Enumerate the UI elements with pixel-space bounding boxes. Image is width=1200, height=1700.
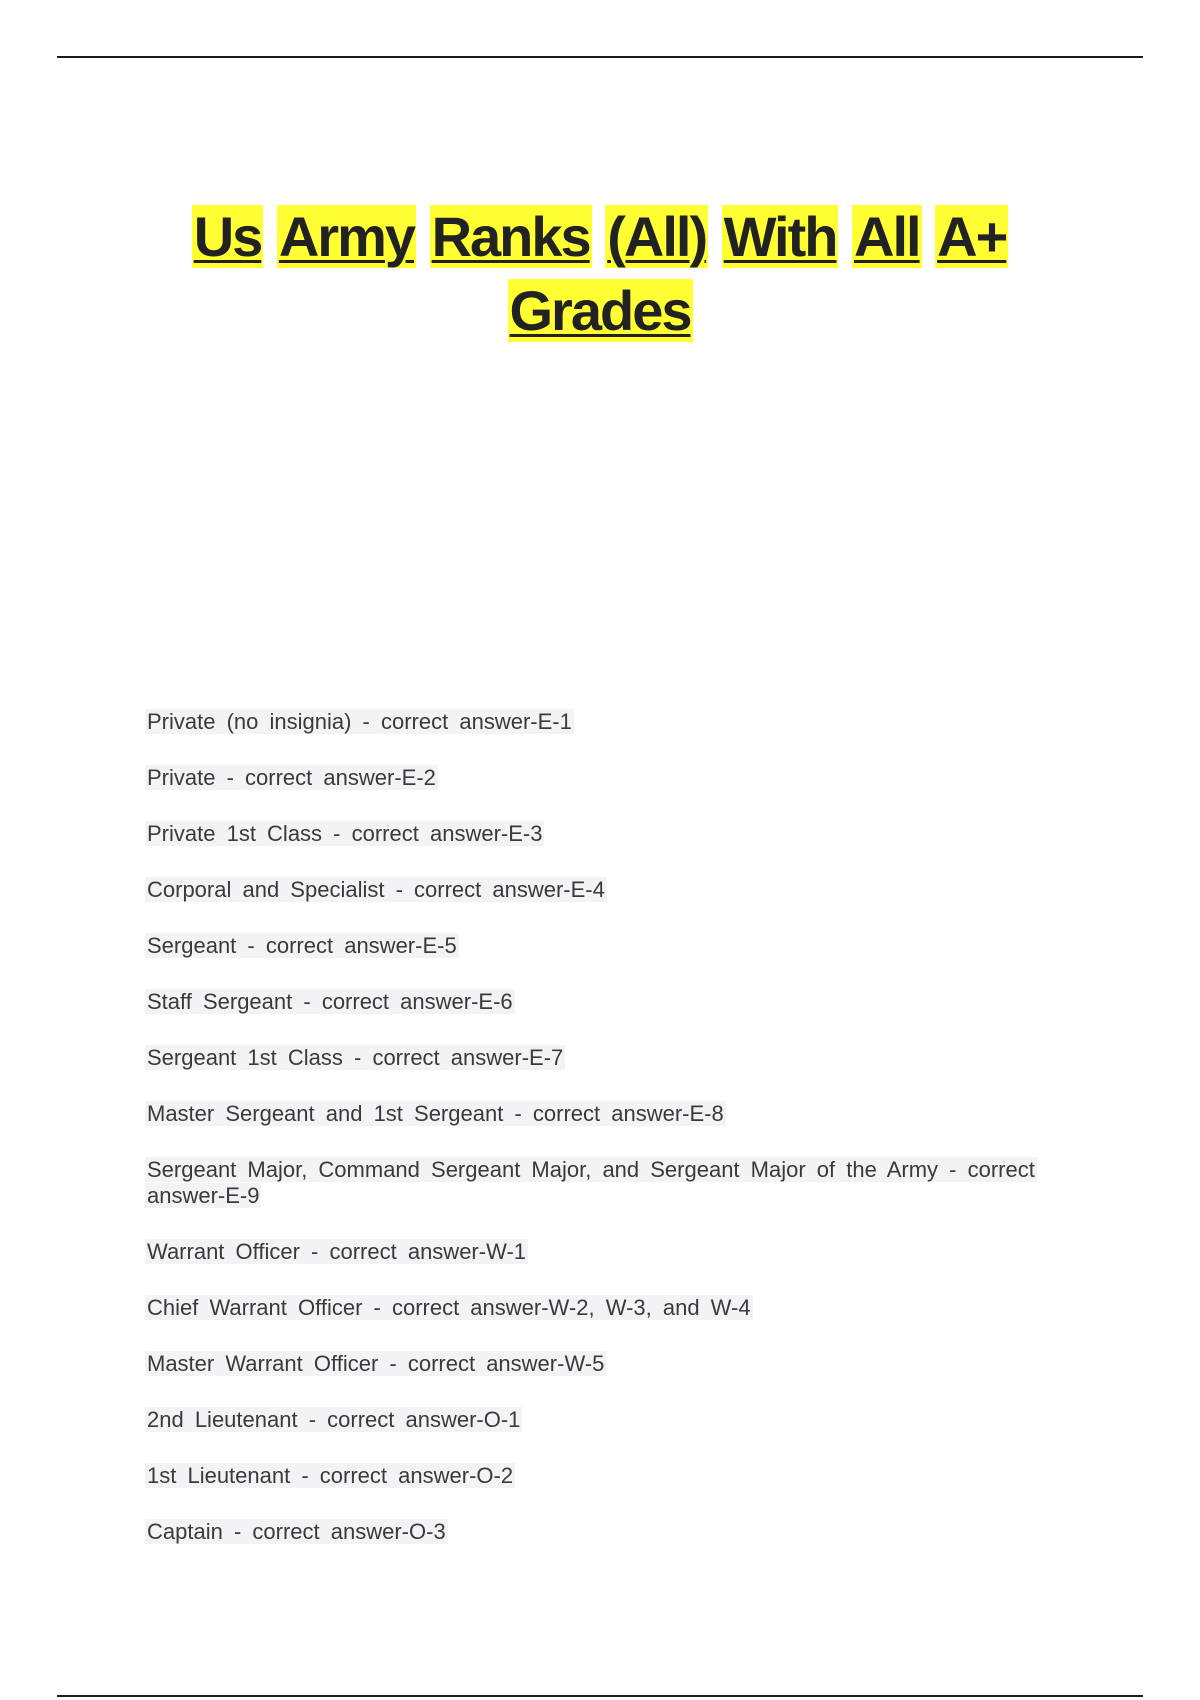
- list-item: [145, 821, 1045, 847]
- item-text: [145, 1101, 726, 1126]
- list-item: [145, 1463, 1045, 1489]
- item-question: 2nd Lieutenant: [147, 1407, 298, 1432]
- title-word: Us: [193, 205, 262, 268]
- item-question: Sergeant: [147, 933, 237, 958]
- list-item: [145, 1407, 1045, 1433]
- item-question: Warrant Officer: [147, 1239, 300, 1264]
- list-item: [145, 1351, 1045, 1377]
- item-text: [145, 1295, 753, 1320]
- item-question: Captain: [147, 1519, 223, 1544]
- title-word: Army: [278, 205, 415, 268]
- item-text: [145, 1157, 1037, 1208]
- item-answer: correct answer-O-1: [327, 1407, 521, 1432]
- item-separator: -: [342, 1045, 373, 1070]
- page-title: [0, 200, 1200, 348]
- item-separator: -: [222, 1519, 253, 1544]
- item-question: Chief Warrant Officer: [147, 1295, 363, 1320]
- footer-rule: [57, 1695, 1143, 1697]
- item-answer: correct answer-E-3: [351, 821, 543, 846]
- item-answer: correct answer-O-3: [252, 1519, 446, 1544]
- item-separator: -: [297, 1407, 328, 1432]
- item-answer: correct answer-E-8: [532, 1101, 724, 1126]
- title-word: (All): [607, 205, 707, 268]
- item-answer: correct answer-E-2: [245, 765, 436, 790]
- item-question: Private (no insignia): [147, 709, 352, 734]
- item-question: Master Sergeant and 1st Sergeant: [147, 1101, 504, 1126]
- list-item: [145, 709, 1045, 735]
- item-separator: -: [378, 1351, 408, 1376]
- item-question: Staff Sergeant: [147, 989, 293, 1014]
- item-question: Sergeant Major, Command Sergeant Major, and Sergeant Major of the Army: [147, 1157, 939, 1182]
- item-answer: correct answer-O-2: [319, 1463, 514, 1488]
- item-text: [145, 1519, 448, 1544]
- list-item: [145, 1157, 1045, 1209]
- item-separator: -: [938, 1157, 968, 1182]
- item-question: Sergeant 1st Class: [147, 1045, 343, 1070]
- list-item: [145, 933, 1045, 959]
- item-answer: correct answer-E-6: [321, 989, 513, 1014]
- item-separator: -: [236, 933, 266, 958]
- item-text: [145, 1239, 528, 1264]
- item-answer: correct answer-E-9: [147, 1157, 1035, 1208]
- list-item: [145, 1101, 1045, 1127]
- item-text: [145, 821, 544, 846]
- item-question: Master Warrant Officer: [147, 1351, 379, 1376]
- list-item: [145, 1519, 1045, 1545]
- list-item: [145, 1295, 1045, 1321]
- item-answer: correct answer-E-4: [414, 877, 605, 902]
- item-separator: -: [292, 989, 322, 1014]
- item-separator: -: [322, 821, 352, 846]
- title-word: Ranks: [431, 205, 590, 268]
- list-item: [145, 765, 1045, 791]
- item-text: [145, 765, 438, 790]
- item-separator: -: [362, 1295, 392, 1320]
- item-text: [145, 1045, 565, 1070]
- item-separator: -: [351, 709, 381, 734]
- title-word: Grades: [509, 279, 691, 342]
- item-separator: -: [503, 1101, 533, 1126]
- item-answer: correct answer-W-5: [407, 1351, 605, 1376]
- title-word: With: [723, 205, 837, 268]
- item-answer: correct answer-E-1: [381, 709, 572, 734]
- item-question: Private: [147, 765, 216, 790]
- qa-list: [145, 709, 1045, 1575]
- item-text: [145, 989, 515, 1014]
- item-separator: -: [215, 765, 246, 790]
- item-answer: correct answer-W-1: [329, 1239, 527, 1264]
- list-item: [145, 877, 1045, 903]
- item-question: Private 1st Class: [147, 821, 323, 846]
- list-item: [145, 989, 1045, 1015]
- item-text: [145, 709, 574, 734]
- item-text: [145, 1463, 515, 1488]
- item-answer: correct answer-E-7: [372, 1045, 564, 1070]
- item-separator: -: [290, 1463, 320, 1488]
- item-answer: correct answer-W-2, W-3, and W-4: [391, 1295, 751, 1320]
- item-question: Corporal and Specialist: [147, 877, 385, 902]
- item-separator: -: [384, 877, 415, 902]
- item-text: [145, 1407, 522, 1432]
- header-rule: [57, 56, 1143, 58]
- item-text: [145, 1351, 606, 1376]
- item-separator: -: [299, 1239, 330, 1264]
- title-word: A+: [937, 205, 1007, 268]
- item-question: 1st Lieutenant: [147, 1463, 291, 1488]
- list-item: [145, 1045, 1045, 1071]
- item-text: [145, 877, 607, 902]
- list-item: [145, 1239, 1045, 1265]
- title-word: All: [854, 205, 920, 268]
- item-answer: correct answer-E-5: [265, 933, 457, 958]
- item-text: [145, 933, 459, 958]
